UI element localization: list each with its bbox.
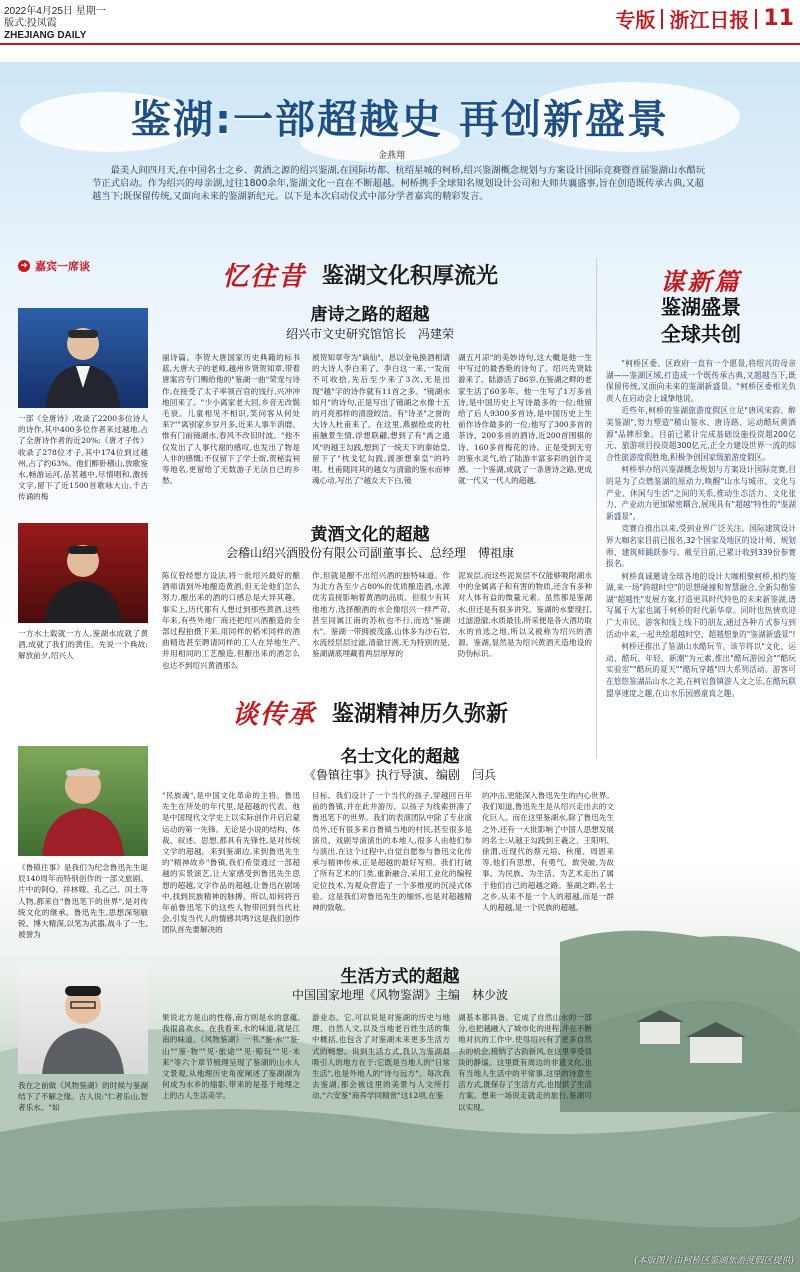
article-column: 湖五月凉"的美妙诗句,这大概是他一生中写过的最香艳的诗句了。绍兴先贤陆游来了。陆游活了86岁,在鉴湖之畔的老家生活了60多年。他一生写了1万多首诗,是中国历史上写诗最多的一位;他留给了后人9300多首诗,是中国历史上生前作诗作最多的一位;他写了300多首的茶诗、200多首的酒诗,近200首围棋的诗、160多首梅花的诗。正是受到无穷的鉴水灵气,给了陆游丰富多彩的创作灵感。一个鉴湖,成就了一条唐诗之路,更成就一代又一代人的超越。 — [458, 353, 592, 486]
photo-credit: (本版图片由柯桥区鉴湖旅游度假区提供) — [633, 1256, 794, 1266]
page-header-right — [615, 4, 794, 33]
section-calligraphy: 忆往昔 — [222, 262, 307, 292]
article-column: 被贺知章夸为"谪仙"、恳以金龟换酒相请的大诗人李白来了。李白这一来,一发而不可收拾,先后至少来了3次,无是出现"越"字的诗作就有11首之多。"镜湖水如月"的诗句,正是写出了镜湖之水像十五的月亮那样的清澄皎洁。有"诗圣"之誉的大诗人杜甫来了。在这里,燕描绘皮的杜甫触景生情,浮想联翩,想到了有"禹之遗风"的越王勾践,想到了一统天下的秦始皇,留下了"枕戈忆勾践,渡浙想秦皇"的吟唱。杜甫随同其的越女与清澈的鉴水而神魂心动,写出了"越女天下白,镜 — [312, 353, 450, 486]
article-column: 作,但就是酿不出绍兴酒的独特味道。作为北方各至少占80%的优质酿造酒,水源优劣直接影响着黄酒的品质。但很少有其他地方,选择酿酒的水会像绍兴一样严苛,甚至同属江南的苏杭也不行,而选"鉴湖水"。鉴湖一带拥被茂盛,山体多为沙石岩,水流经层层过滤,清澈甘洌,无为特别的是,鉴湖湖底埋藏着两层厚厚的 — [312, 571, 450, 659]
article-column: 游业态。它,可以说是对鉴湖的历史与地理、自然人文,以及当地老百姓生活的集中概括,也包含了对鉴湖未来更多生活方式的畅想。说到生活方式,我认为鉴湖最吸引人的地方在于:它既是当地人的"日常生活",也是外地人的"诗与远方"。每次我去鉴湖,都会被这里的美景与人文所打动,"六安鉴"商养学同精赏"这12项,在鉴 — [312, 1013, 450, 1101]
photo-caption: 我在之前做《风物鉴湖》的时候与鉴湖结下了不解之缘。古人说:"仁者乐山,智者乐水。"如 — [18, 1081, 148, 1113]
speaker-portrait-icon — [18, 746, 148, 856]
article-title: 黄酒文化的超越 — [310, 525, 430, 545]
article-column: 果说北方是山的性格,南方则是水的意蕴,我很喜欢水。在我看来,水的味道,就是江南的味道。《风物鉴湖》一书,"鉴·水""鉴·山""鉴·物""见·旅途""见·赔玩""见·未来"等六个章节梳理呈现了鉴湖的山水人文景观,从地理历史角度阐述了鉴湖湖为何成为水乡的缩影,带来的是基于地理之上的古人生活美学。 — [162, 1013, 300, 1101]
article-column: 目标。我们设计了一个当代的孩子,穿越回百年前的鲁镇,并在此井游历。以孩子为线索拼凑了鲁迅笔下的世界。我们的表演团队中除了专业演员外,还有很多来自鲁镇当地的村民,甚至很多是演员、戏剧导演演出的本地人,很多人由他们参与演出,在这个过程中,自觉自愿参与鲁迅文化传承与精神传承,正是超越的最好写照。我们打破了所有艺术的门类,重新融合,采用工业化的编程定位技术,为观众营造了一个多维度的沉浸式体验。这是我们对鲁迅先生的缅怀,也是对超越精神的致敬。 — [312, 791, 472, 913]
speaker-photo — [18, 966, 148, 1074]
sidebar-paragraph: 竞赛自推出以来,受到业界广泛关注。国际建筑设计界大咖名家目前已报名,32个国家及地区的设计师、规划师、建筑师踊跃参与。截至目前,已累计收到339份参赛报名。 — [606, 524, 796, 569]
article-author: 会稽山绍兴酒股份有限公司副董事长、总经理 傅祖康 — [225, 546, 514, 560]
header-divider — [755, 9, 757, 29]
masthead: 浙江日报 — [669, 8, 750, 32]
photo-caption: 一部《全唐诗》,收录了2200多位诗人的诗作,其中400多位作者来过越地,占了全唐诗作者的近20%;《唐才子传》收录了278位才子,其中174位到过越州,占了约63%。他们醉卧稽山,放歌鉴水,畅游运河,品茗越中,尽情唱和,激扬文字,留下了近1500首歌咏大山,千古传诵的梅 — [18, 414, 148, 502]
article-author: 绍兴市文史研究馆馆长 冯建荣 — [285, 327, 454, 341]
photo-caption: 《鲁镇往事》是我们为纪念鲁迅先生诞辰140周年而特别创作的一部文旅剧。片中的阿Q、祥林嫂、孔乙己、闰土等人物,都来自"鲁迅笔下的世界",是对传统文化的继承。鲁迅先生,思想深刻敏锐、博大精深,以笔为武器,战斗了一生,被誉为 — [18, 863, 148, 940]
article-column: "民族魂",是中国文化革命的主将。鲁迅先生在所处的年代里,是超越的代表。他是中国现代文学史上以实际创作开启启蒙运动的第一先锋。无论是小说的结构、体裁、叙述、思想,都具有先锋性,是对传统文学的超越。来到鉴湖边,来到鲁迅先生的"精神故乡"鲁镇,我们希望通过一部超越的实景演艺,让大家感受到鲁迅先生思想的超越,文字作品的超越,让鲁迅在剧场中,找到民族精神的脉搏。所以,如何将百年前鲁迅笔下的这些人物带回到当代社会,引发当代人的情感共鸣?这是我们创作团队首先要解决的 — [162, 791, 300, 935]
section-heading-2 — [232, 694, 508, 731]
article-column: 陈仪曾经想方设法,将一批绍兴最好的酿酒师请到外地酿造黄酒,但无论他们怎么努力,酿出来的酒的口感总是大异其趣。事实上,历代都有人想过到那些黄酒,这些年来,有些外地厂商还把绍兴酒酿造的全部过程拍摄下来,用同样的稻米同样的酒曲精选甚至聘请同样的工人在异地生产,并用相同的工艺酿造,但酿出来的酒怎么也达不到绍兴黄酒那么 — [162, 571, 300, 670]
guest-talk-label — [18, 258, 90, 274]
article-title: 唐诗之路的超越 — [310, 305, 430, 325]
article-column: 湖基本都具备。它成了自然山水的一部分,也把越融入了城市化的进程,并在不断地对抗的工作中,使得绍兴有了更多自然去的机会,接纳了古韵新风,在这里享受恬淡的静谧。这里既有周边的非遗文化,也有当地人生活中的平常事,这里的诗意生活方式,既保存了生活方式,也提供了生活方案。想来一场说走就走的旅行,鉴湖可以实现。 — [458, 1013, 592, 1112]
header-divider — [661, 9, 663, 29]
article-title: 名士文化的超越 — [340, 747, 460, 767]
speaker-portrait-icon — [18, 966, 148, 1074]
column-divider — [596, 258, 597, 758]
guest-talk-text: 嘉宾一席谈 — [35, 260, 90, 273]
sidebar-paragraph: 柯桥还推出了鉴湖山水酷玩节。该节将以"文化、运动、酷玩、年轻、新潮"为元素,推出"酷玩游园会""酷玩实验室""酷玩的夏天""酷玩穿越"四大系列活动。游客可在悠悠鉴湖品山水之美,在柯岩鲁镇游人文之乐,在酷玩联盟享速度之趣,在山水乐园感童真之趣。 — [606, 642, 796, 698]
speaker-photo — [18, 746, 148, 856]
speaker-portrait-icon — [18, 308, 148, 408]
article-author: 《鲁镇往事》执行导演、编剧 闫兵 — [303, 768, 496, 782]
sidebar-paragraph: 近些年,柯桥的鉴湖旅游度假区立足"唐风宋韵、醉美鉴湖",努力塑造"稽山鉴水、唐诗路、运动酷玩黄酒源"品牌形象。目前已累计完成基础设施投资超200亿元、旅游项目投资超300亿元,正全力建设世界一流的综合性旅游度假胜地,积极争创国家级旅游度假区。 — [606, 406, 796, 462]
sidebar-title — [606, 294, 796, 348]
header-rule — [0, 43, 800, 45]
article-column: 丽诗篇。李贺大唐国家历史典籍的标书蓝,大唐大子的老师,越州乡贤贺知章,带着唐案宫专门赐给他的"鉴湖一曲"荣宠与诗作,在接受了太子率领百官的饯行,兴冲冲地回来了。"少小离家老大回,乡音无改鬓毛衰。儿童相见不相识,笑问客从何处来?""离别家乡岁月多,近来人事半消磨。惟有门前镜湖水,春风不改旧时波。"他不仅发出了人事代谢的感叹,也发出了物是人非的感慨;不仅留下了学士街,贺秘监祠等地名,更留给了无数游子无法自已的乡愁。 — [162, 353, 300, 486]
photo-caption: 一方水土载就一方人,鉴湖水成就了黄酒,成就了我们的黄佳。先说一个典故:解放前夕,绍兴人 — [18, 629, 148, 661]
issue-date: 2022年4月25日 星期一 — [4, 6, 106, 17]
sidebar-paragraph: 柯桥真诚邀请全球各地的设计大咖相聚柯桥,相约鉴湖,来一场"跨越时空"的思想碰撞和智慧融合,全新勾勒鉴湖"超越性"发展方案,打造更具时代特色的未来新鉴湖,谱写属于大家也属于柯桥的时代新华章。同时也热情欢迎广大市民、游客和线上线下的朋友,通过各种方式参与到活动中来,一起共绘超越时空、超越想象的"鉴湖新盛景"! — [606, 571, 796, 639]
sidebar-title-line: 鉴湖盛景 — [661, 295, 741, 319]
speaker-photo — [18, 523, 148, 623]
sidebar-title-line: 全球共创 — [661, 322, 741, 346]
sidebar-paragraph: "柯桥区委、区政府一直有一个愿景,将绍兴的母亲湖——鉴湖区域,打造成一个既传承古典,又超越当下,既保留传统,又面向未来的鉴湖新盛景。"柯桥区委相关负责人在启动会上诚挚地说。 — [606, 359, 796, 403]
sidebar-body — [606, 358, 796, 700]
page-number: 11 — [763, 6, 794, 31]
page-header-left — [4, 6, 106, 42]
article-column: 泥炭层,而这些泥炭层不仅能够吸附湖水中的金属离子和有害的物质,还含有多种对人体有益的微量元素。虽然都是鉴湖水,但还是有很多讲究。鉴湖的水要现打,过滤澄澈,水质最佳,所采便是各大酒坊取水的首选之地,所以又被称为绍兴的酒源。鉴湖,显然是为绍兴黄酒天造地设的防伪标识。 — [458, 571, 592, 659]
byline: 金燕翔 — [378, 151, 406, 161]
speaker-photo — [18, 308, 148, 408]
page-title: 鉴湖:一部超越史 再创新盛景 — [131, 97, 669, 143]
section-title: 鉴湖文化积厚流光 — [322, 264, 499, 289]
section-calligraphy: 谈传承 — [232, 700, 317, 730]
paper-name-en: ZHEJIANG DAILY — [4, 30, 87, 41]
sidebar-calligraphy: 谋新篇 — [660, 267, 742, 296]
article-column: 的冲击,更能深入鲁迅先生的内心世界。我们知道,鲁迅先生是从绍兴走出去的文化巨人。而在这里鉴湖水,除了鲁迅先生之外,还有一大批影响了中国人思想发展的名士:从越王勾践到王羲之、王阳明、徐渭,近现代的蔡元培、秋瑾、周恩来等,他们有思想、有勇气、敢突破,为故事、为民族、为生活、为艺术走出了属于他们自己的超越之路。鉴湖之畔,名士之乡,从来不是一个人的超越,而是一群人的超越,是一个民族的超越。 — [482, 791, 614, 913]
layout-editor: 版式:投凤霞 — [4, 18, 57, 29]
section-heading-1 — [222, 256, 498, 293]
intro-paragraph: 最美人间四月天,在中国名士之乡、黄酒之源的绍兴鉴湖,在国际坊都、杭绍星城的柯桥,绍兴鉴湖概念规划与方案设计国际竞赛暨首届鉴湖山水酷玩节正式启动。作为绍兴的母亲湖,过往1800余年,鉴湖文化一直在不断超越。柯桥携手全球知名规划设计公司和大师共襄盛事,旨在创造既传承古典,又超越当下;既保留传统,又面向未来的鉴湖新纪元。以下是本次启动仪式中部分学者嘉宾的精彩发言。 — [92, 165, 706, 203]
section-title: 鉴湖精神历久弥新 — [332, 702, 509, 727]
speaker-portrait-icon — [18, 523, 148, 623]
section-label: 专版 — [615, 8, 656, 32]
article-author: 中国国家地理《风物鉴湖》主编 林少波 — [291, 988, 508, 1002]
article-title: 生活方式的超越 — [340, 967, 460, 987]
sidebar-paragraph: 柯桥举办绍兴鉴湖概念规划与方案设计国际竞赛,目的是为了点燃鉴湖的原动力,唤醒"山水与城市、文化与产业、休闲与生活"之间的关系,推动生态活力、文化张力、产业动力更加紧密耦合,展现具有"超越"特性的"鉴湖新盛景"。 — [606, 465, 796, 521]
arrow-right-icon: ➜ — [18, 260, 30, 272]
